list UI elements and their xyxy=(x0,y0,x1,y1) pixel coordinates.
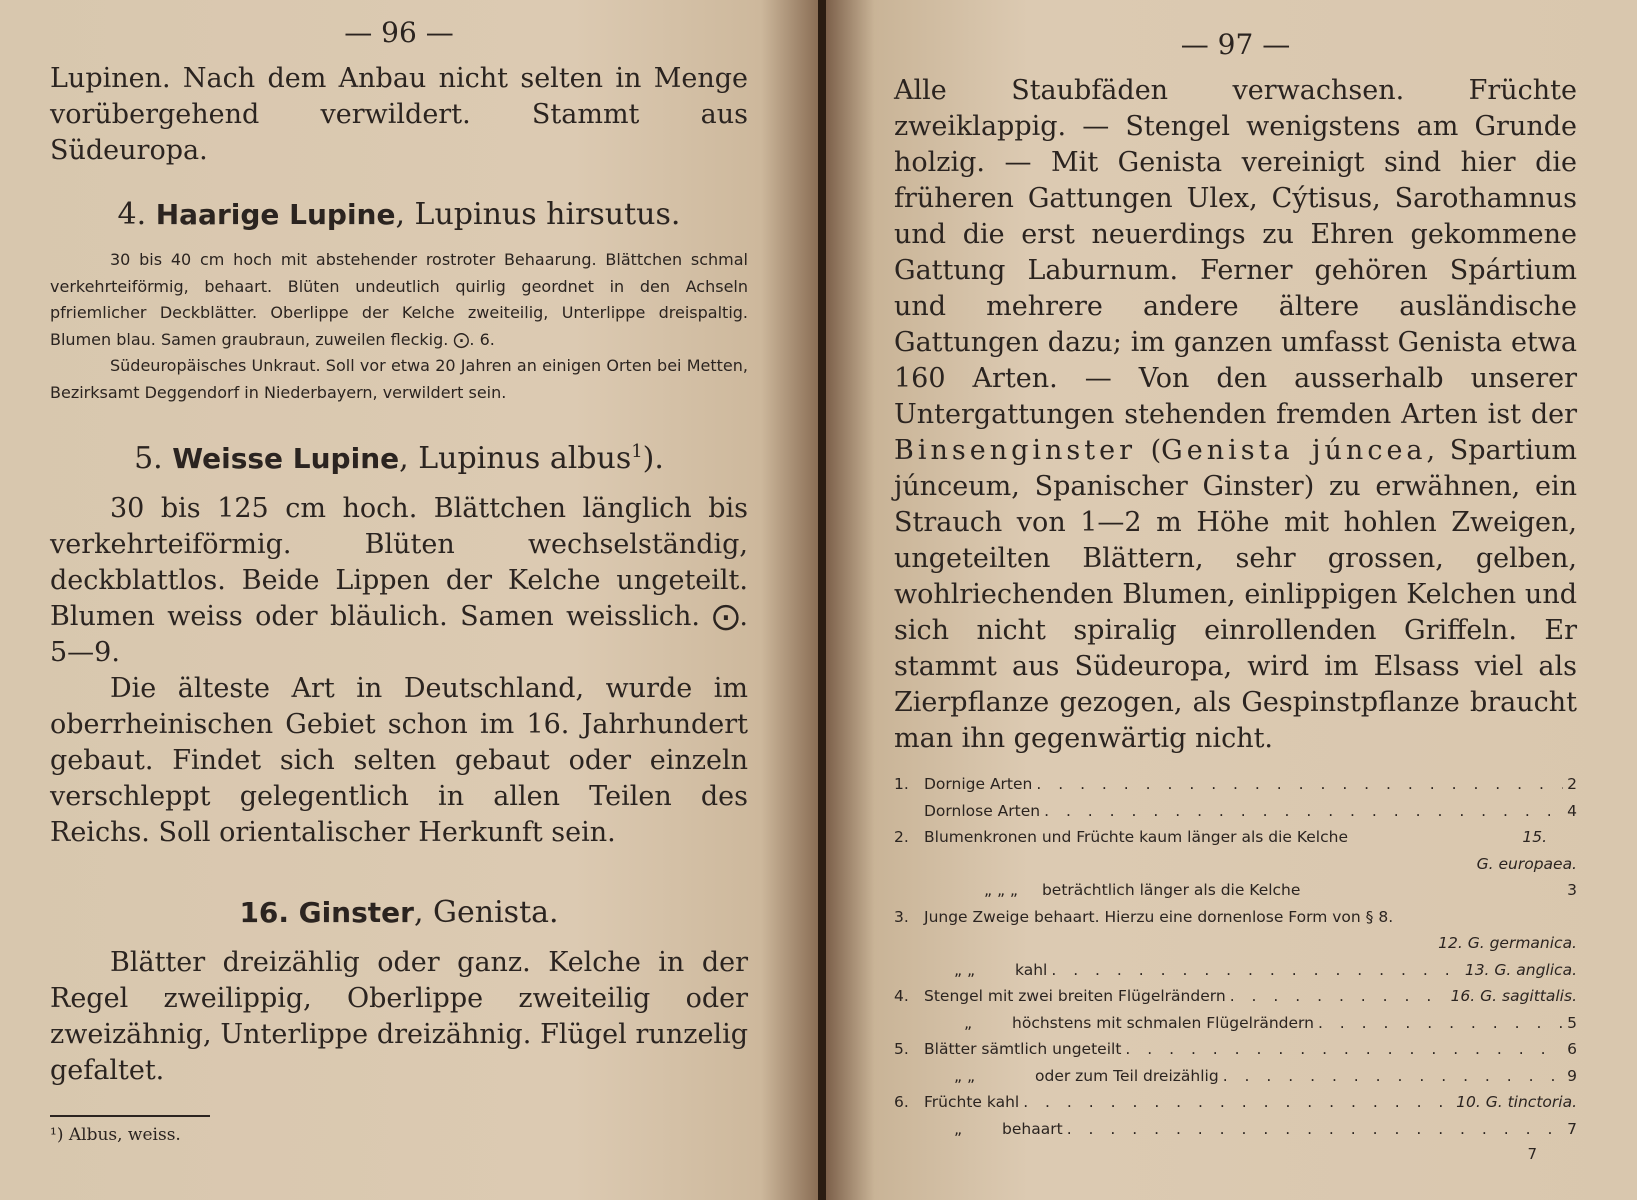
key-text: kahl xyxy=(1015,960,1048,979)
ditto-marks: „ „ xyxy=(954,1066,975,1085)
identification-key xyxy=(894,775,1577,1162)
leader-dots xyxy=(1036,775,1563,793)
left-page xyxy=(0,0,818,1200)
species-heading-4 xyxy=(50,197,748,233)
key-number: 1. xyxy=(894,775,909,793)
species-history: Die älteste Art in Deutschland, wurde im oberrheinischen Gebiet schon im 16. Jahrhundert gebaut. Findet sich selten gebaut oder einzeln verschleppt gelegentlich in allen Teilen des Reichs. Soll orientalischer Herkunft sein. xyxy=(50,673,748,848)
ditto-marks: „ „ xyxy=(954,960,975,979)
key-text: Stengel mit zwei breiten Flügelrändern xyxy=(924,987,1226,1005)
genus-description: Blätter dreizählig oder ganz. Kelche in der Regel zweilippig, Oberlippe zweiteilig oder zweizähnig, Unterlippe dreizähnig. Flügel runzelig gefaltet. xyxy=(50,947,748,1086)
key-ref: 5 xyxy=(1567,1013,1577,1032)
key-text: Junge Zweige behaart. Hierzu eine dornenlose Form von § 8. xyxy=(924,907,1394,926)
species-name: Haarige Lupine xyxy=(155,198,396,231)
key-text: Dornige Arten xyxy=(924,775,1033,793)
leader-dots xyxy=(1044,802,1563,820)
key-ref: 12. G. germanica. xyxy=(1438,934,1577,952)
leader-dots xyxy=(1067,1120,1563,1138)
key-row xyxy=(894,908,1577,935)
footnote: ¹) Albus, weiss. xyxy=(50,1125,181,1145)
book-gutter xyxy=(818,0,826,1200)
signature-mark: 7 xyxy=(1527,1145,1537,1163)
key-row xyxy=(894,934,1577,961)
key-row xyxy=(894,1120,1577,1147)
paragraph-part: ( xyxy=(1136,435,1162,466)
key-row xyxy=(894,828,1577,855)
leader-dots xyxy=(1223,1067,1563,1085)
key-row xyxy=(894,987,1577,1014)
key-ref: 10. G. tinctoria. xyxy=(1456,1093,1577,1111)
species-latin: , Lupinus hirsutus. xyxy=(395,197,681,232)
key-text: Blumenkronen und Früchte kaum länger als die Kelche xyxy=(924,828,1348,846)
leader-dots xyxy=(1051,961,1460,979)
species-latin: , Lupinus albus xyxy=(399,441,632,476)
key-number: 2. xyxy=(894,828,909,846)
species-number: 4. xyxy=(117,197,147,232)
ditto-marks: „ xyxy=(964,1013,973,1032)
genus-number: 16. xyxy=(239,896,290,929)
leader-dots xyxy=(1318,1014,1563,1032)
footnote-mark: 1 xyxy=(631,441,643,462)
key-row xyxy=(894,1014,1577,1041)
key-text: Blätter sämtlich ungeteilt xyxy=(924,1040,1122,1058)
leader-dots xyxy=(1023,1093,1452,1111)
key-text: höchstens mit schmalen Flügelrändern xyxy=(1012,1013,1314,1032)
key-text: oder zum Teil dreizählig xyxy=(1035,1066,1219,1085)
page-number-left: — 96 — xyxy=(344,16,454,49)
key-ref: 9 xyxy=(1567,1066,1577,1085)
species-latin-end: ). xyxy=(642,441,664,476)
paragraph-part: , Spartium júnceum, Spanischer Ginster) zu erwähnen, ein Strauch von 1—2 m Höhe mit hohlen Zweigen, ungeteilten Blättern, sehr grossen, gelben, wohlriechenden Blumen, einlippigen Kelchen und sich nicht spiralig einrollenden Griffeln. Er stammt aus Südeuropa, wird im Elsass viel als Zierpflanze gezogen, als Gespinstpflanze braucht man ihn gegenwärtig nicht. xyxy=(894,435,1577,754)
species-note: Südeuropäisches Unkraut. Soll vor etwa 20 Jahren an einigen Orten bei Metten, Bezirksamt Deggendorf in Niederbayern, verwildert sein. xyxy=(50,356,748,402)
paragraph-part: Alle Staubfäden verwachsen. Früchte zweiklappig. — Stengel wenigstens am Grunde holzig. — Mit Genista vereinigt sind hier die früheren Gattungen Ulex, Cýtisus, Sarothamnus und die erst neuerdings zu Ehren gekommene Gattung Laburnum. Ferner gehören Spártium und mehrere andere ältere ausländische Gattungen dazu; im ganzen umfasst Genista etwa 160 Arten. — Von den ausserhalb unserer Untergattungen stehenden fremden Arten ist der xyxy=(894,75,1577,430)
key-ref: 4 xyxy=(1567,801,1577,820)
ditto-marks: „ „ „ xyxy=(984,881,1018,899)
key-number: 4. xyxy=(894,987,909,1005)
key-number: 6. xyxy=(894,1093,909,1111)
key-row xyxy=(894,1040,1577,1067)
page-number-right: — 97 — xyxy=(1180,28,1291,61)
ditto-marks: „ xyxy=(954,1119,963,1138)
genus-heading-16 xyxy=(50,895,748,931)
species-name: Weisse Lupine xyxy=(172,442,400,475)
key-ref: 3 xyxy=(1567,881,1577,899)
key-number: 3. xyxy=(894,907,909,926)
key-text: Früchte kahl xyxy=(924,1093,1020,1111)
key-row xyxy=(894,1067,1577,1094)
key-row xyxy=(894,775,1577,802)
genus-paragraph xyxy=(894,73,1577,757)
key-ref: 13. G. anglica. xyxy=(1464,960,1577,979)
key-text: Dornlose Arten xyxy=(924,801,1041,820)
key-row xyxy=(894,881,1577,908)
key-number: 5. xyxy=(894,1040,909,1058)
key-ref: 6 xyxy=(1567,1040,1577,1058)
key-row xyxy=(894,802,1577,829)
key-ref: 2 xyxy=(1567,775,1577,793)
key-ref: 16. G. sagittalis. xyxy=(1450,987,1577,1005)
key-ref: 7 xyxy=(1567,1119,1577,1138)
key-row xyxy=(894,1093,1577,1120)
genus-name: Ginster xyxy=(298,896,414,929)
genus-latin: , Genista. xyxy=(413,895,559,930)
key-row xyxy=(894,855,1577,882)
key-ref: G. europaea. xyxy=(1476,854,1577,873)
leader-dots xyxy=(1230,987,1447,1005)
spaced-common-name: Binsenginster xyxy=(894,435,1136,466)
leader-dots xyxy=(1125,1040,1563,1058)
key-text: beträchtlich länger als die Kelche xyxy=(1041,881,1301,899)
intro-paragraph: Lupinen. Nach dem Anbau nicht selten in Menge vorübergehend verwildert. Stammt aus Südeuropa. xyxy=(50,63,748,166)
species-description: 30 bis 125 cm hoch. Blättchen länglich bis verkehrteiförmig. Blüten wechselständig, deckblattlos. Beide Lippen der Kelche ungeteilt. Blumen weiss oder bläulich. Samen weisslich. ⨀. 5—9. xyxy=(50,493,748,668)
key-ref: 15. xyxy=(1522,828,1547,846)
species-heading-5 xyxy=(50,434,748,477)
right-page xyxy=(826,0,1637,1200)
key-row xyxy=(894,961,1577,988)
footnote-rule xyxy=(50,1115,210,1117)
species-description: 30 bis 40 cm hoch mit abstehender rostroter Behaarung. Blättchen schmal verkehrteiförmig, behaart. Blüten undeutlich quirlig geordnet in den Achseln pfriemlicher Deckblätter. Oberlippe der Kelche zweiteilig, Unterlippe dreispaltig. Blumen blau. Samen graubraun, zuweilen fleckig. ⨀. 6. xyxy=(50,250,748,349)
spaced-latin-name: Genista júncea xyxy=(1161,435,1427,466)
species-number: 5. xyxy=(134,441,163,476)
key-text: behaart xyxy=(1002,1119,1063,1138)
